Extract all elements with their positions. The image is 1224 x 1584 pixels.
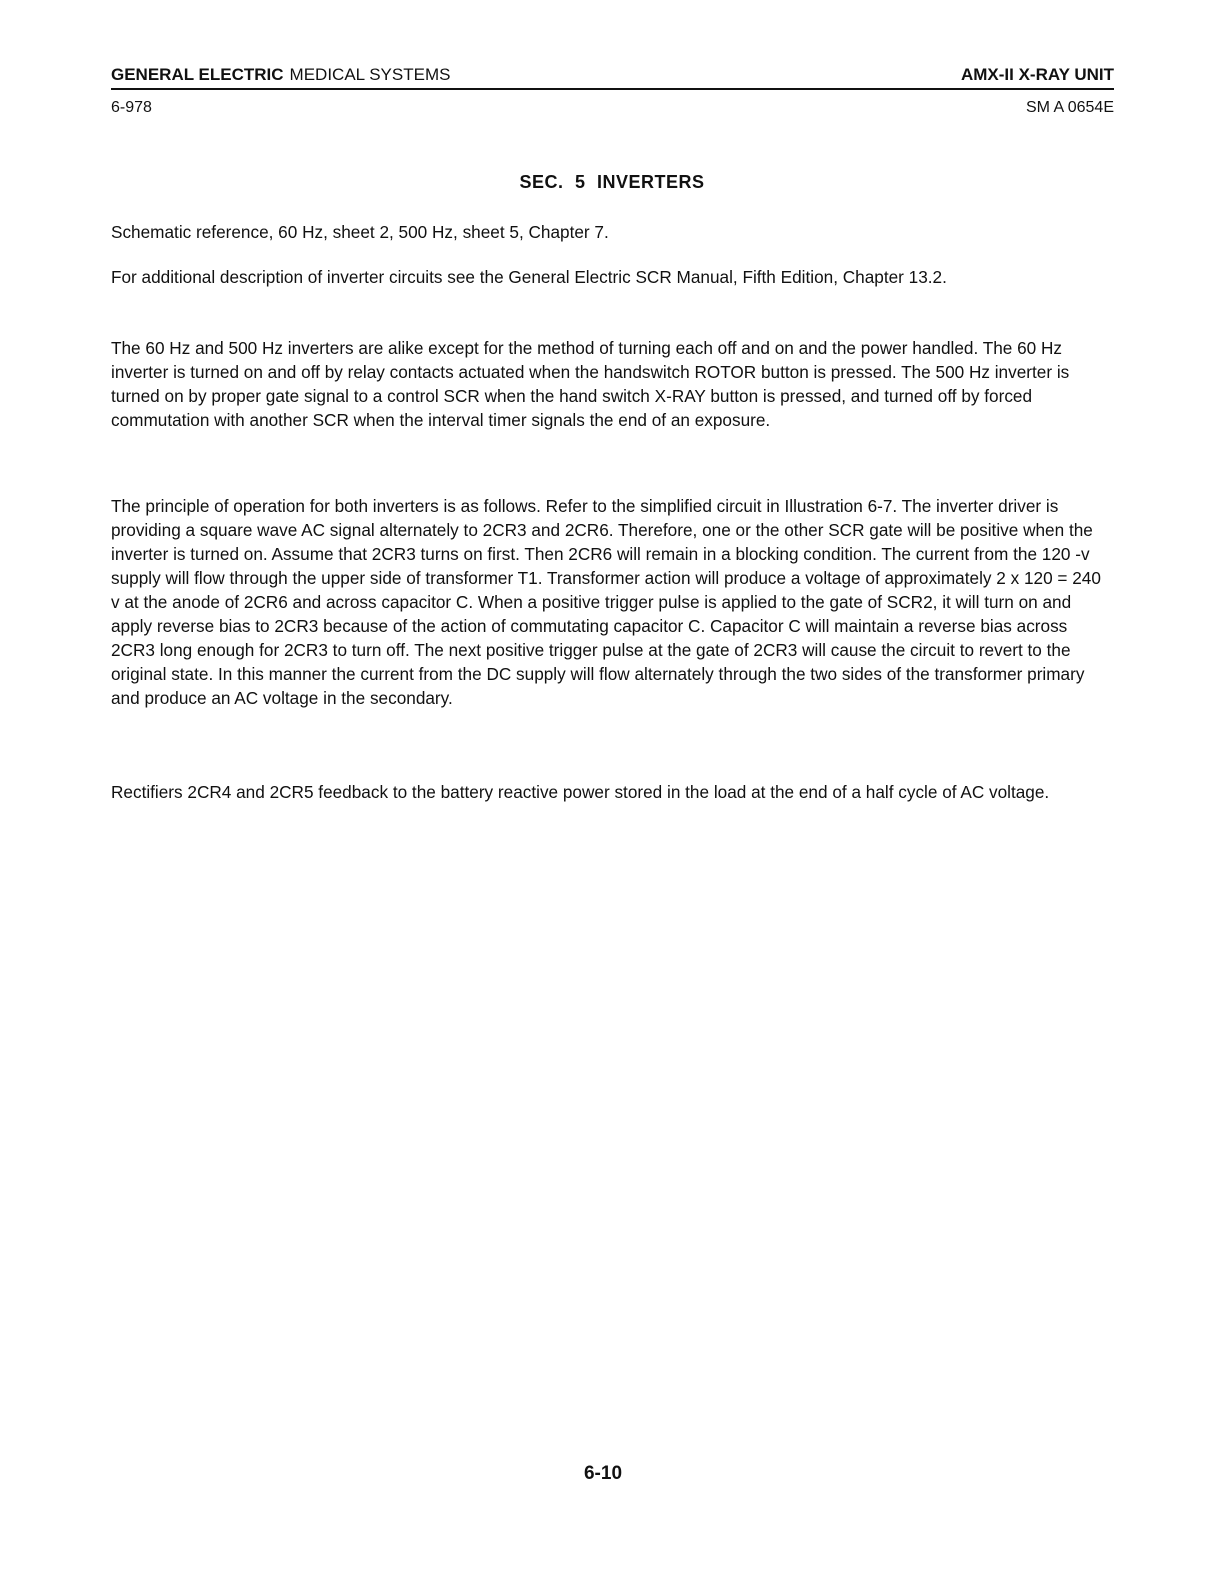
- date-code: 6-978: [111, 99, 152, 116]
- company-name: GENERAL ELECTRIC: [111, 65, 284, 84]
- page-header: [111, 62, 1114, 90]
- page-number: 6-10: [583, 1463, 623, 1484]
- paragraph-principle-of-operation: The principle of operation for both inverters is as follows. Refer to the simplified circuit in Illustration 6-7. The inverter driver is providing a square wave AC signal alternately to 2CR3 and 2CR6. Therefore, one or the other SCR gate will be positive when the inverter is turned on. Assume that 2CR3 turns on first. Then 2CR6 will remain in a blocking condition. The current from the 120 -v supply will flow through the upper side of transformer T1. Transformer action will produce a voltage of approximately 2 x 120 = 240 v at the anode of 2CR6 and across capacitor C. When a positive trigger pulse is applied to the gate of SCR2, it will turn on and apply reverse bias to 2CR3 because of the action of commutating capacitor C. Capacitor C will maintain a reverse bias across 2CR3 long enough for 2CR3 to turn off. The next positive trigger pulse at the gate of 2CR3 will cause the circuit to revert to the original state. In this manner the current from the DC supply will flow alternately through the two sides of the transformer primary and produce an AC voltage in the secondary.: [111, 496, 1101, 708]
- section-title: SEC. 5 INVERTERS: [519, 172, 705, 192]
- paragraph-additional-description: For additional description of inverter circuits see the General Electric SCR Manual, Fifth Edition, Chapter 13.2.: [111, 267, 947, 287]
- paragraph-inverter-comparison: The 60 Hz and 500 Hz inverters are alike except for the method of turning each off and on and the power handled. The 60 Hz inverter is turned on and off by relay contacts actuated when the handswitch ROTOR button is pressed. The 500 Hz inverter is turned on by proper gate signal to a control SCR when the hand switch X-RAY button is pressed, and turned off by forced commutation with another SCR when the interval timer signals the end of an exposure.: [111, 338, 1070, 430]
- document-number: SM A 0654E: [1025, 99, 1114, 116]
- paragraph-rectifiers: Rectifiers 2CR4 and 2CR5 feedback to the battery reactive power stored in the load at the end of a half cycle of AC voltage.: [111, 782, 1050, 802]
- division-name: MEDICAL SYSTEMS: [289, 65, 451, 84]
- paragraph-schematic-reference: Schematic reference, 60 Hz, sheet 2, 500 Hz, sheet 5, Chapter 7.: [111, 222, 609, 242]
- product-name: AMX-II X-RAY UNIT: [960, 65, 1114, 84]
- page-subheader: [111, 97, 1114, 119]
